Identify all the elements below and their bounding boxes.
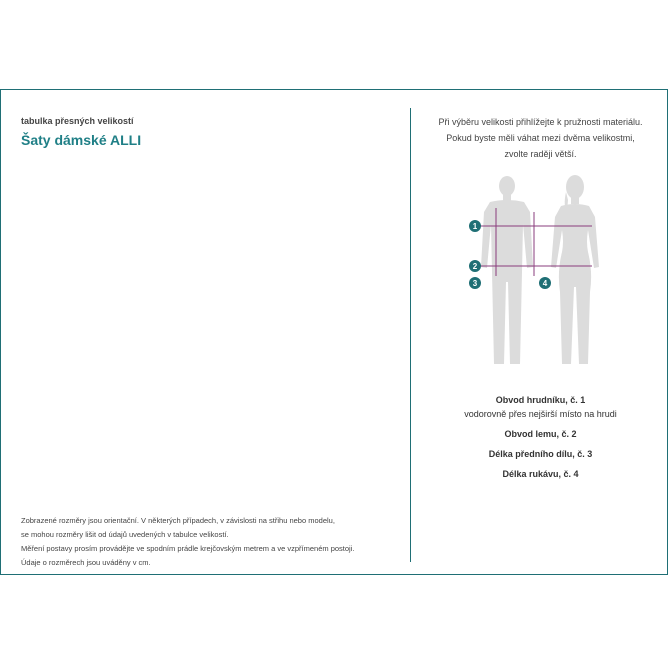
marker-4-icon	[539, 277, 551, 289]
marker-3-label: 3	[472, 279, 478, 288]
advice-line: zvolte raději větší.	[504, 149, 577, 159]
marker-3-icon	[469, 277, 481, 289]
marker-1-icon	[469, 220, 481, 232]
note-line: Měření postavy prosím provádějte ve spodním prádle krejčovským metrem a ve vzpřímeném postoji.	[21, 544, 355, 553]
note-line: se mohou rozměry lišit od údajů uvedených v tabulce velikostí.	[21, 530, 229, 539]
measurement-notes	[21, 514, 354, 570]
marker-2-label: 2	[472, 262, 478, 271]
advice-line: Pokud byste měli váhat mezi dvěma velikostmi,	[446, 133, 635, 143]
product-title: Šaty dámské ALLI	[21, 132, 142, 148]
advice-line: Při výběru velikosti přihlížejte k pružnosti materiálu.	[438, 117, 643, 127]
legend-title-front-length: Délka předního dílu, č. 3	[488, 449, 593, 459]
note-line: Zobrazené rozměry jsou orientační. V některých případech, v závislosti na střihu nebo modelu,	[21, 516, 335, 525]
legend-title-chest: Obvod hrudníku, č. 1	[495, 395, 586, 405]
male-silhouette-icon	[481, 176, 533, 364]
measurement-legend	[411, 393, 670, 481]
legend-title-sleeve-length: Délka rukávu, č. 4	[502, 469, 579, 479]
legend-desc-chest: vodorovně přes nejširší místo na hrudi	[464, 409, 617, 419]
card-subtitle: tabulka přesných velikostí	[21, 116, 134, 126]
marker-2-icon	[469, 260, 481, 272]
size-advice	[411, 114, 670, 162]
note-line: Údaje o rozměrech jsou uváděny v cm.	[21, 558, 151, 567]
legend-title-hem: Obvod lemu, č. 2	[504, 429, 577, 439]
measurement-figure	[460, 172, 610, 372]
body-silhouettes	[460, 172, 610, 372]
marker-1-label: 1	[472, 222, 478, 231]
column-divider	[410, 108, 411, 562]
marker-4-label: 4	[542, 279, 548, 288]
female-silhouette-icon	[551, 175, 599, 364]
